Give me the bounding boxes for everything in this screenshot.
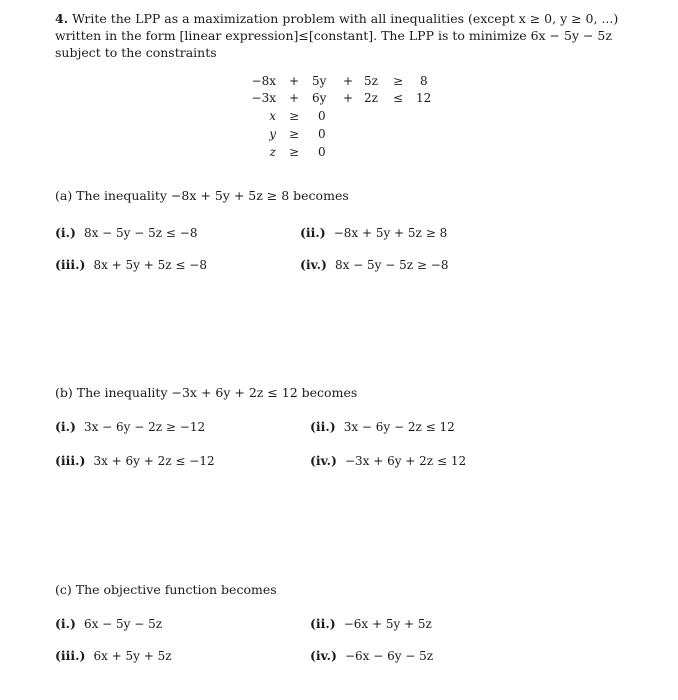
option-expression: −3x + 6y + 2z ≤ 12 [344,454,467,468]
part-b-option-iii [55,453,215,468]
constraint-relation: ≥ [289,109,300,123]
constraint-variable: x [269,109,276,123]
constraint-operator: + [343,91,354,105]
option-label: (iii.) [55,648,86,663]
option-expression: −6x − 6y − 5z [344,649,434,663]
part-c-option-iv [310,648,433,663]
constraint-rhs: 0 [318,145,326,159]
constraint-term: 6y [312,91,327,105]
part-c-question: (c) The objective function becomes [55,582,277,597]
part-c-option-ii [310,616,432,631]
constraint-row [0,144,678,160]
option-label: (i.) [55,419,76,434]
constraint-rhs: 8 [420,74,428,88]
constraint-row [0,90,678,106]
constraint-term: −3x [251,91,276,105]
problem-body: Write the LPP as a maximization problem with all inequalities (except x ≥ 0, y ≥ 0, ...) written in the form [linear expression]≤[constant]. The LPP is to minimize 6x − 5y − 5z subject to the constraints [55,11,619,60]
constraint-rhs: 0 [318,109,326,123]
problem-number: 4. [55,11,69,26]
option-expression: −6x + 5y + 5z [343,617,432,631]
option-label: (i.) [55,616,76,631]
option-label: (i.) [55,225,76,240]
constraint-term: 5z [364,74,378,88]
option-label: (iv.) [310,648,337,663]
option-expression: 6x + 5y + 5z [93,649,172,663]
constraint-operator: + [289,91,300,105]
option-label: (ii.) [310,616,336,631]
part-a-option-i [55,225,197,240]
constraint-rhs: 0 [318,127,326,141]
option-label: (iv.) [310,453,337,468]
part-c-option-i [55,616,162,631]
constraint-variable: y [269,127,276,141]
constraint-term: −8x [251,74,276,88]
option-label: (ii.) [310,419,336,434]
constraint-relation: ≥ [393,74,404,88]
option-label: (iv.) [300,257,327,272]
option-label: (iii.) [55,453,86,468]
constraint-relation: ≤ [393,91,404,105]
constraint-term: 5y [312,74,327,88]
part-b-option-iv [310,453,466,468]
option-label: (iii.) [55,257,86,272]
option-expression: 3x − 6y − 2z ≤ 12 [343,420,455,434]
option-expression: 3x + 6y + 2z ≤ −12 [93,454,215,468]
constraint-relation: ≥ [289,145,300,159]
part-a-option-iv [300,257,448,272]
option-expression: 8x − 5y − 5z ≤ −8 [83,226,198,240]
option-expression: 8x + 5y + 5z ≤ −8 [93,258,207,272]
constraint-variable: z [269,145,276,159]
option-expression: 8x − 5y − 5z ≥ −8 [334,258,449,272]
constraint-row [0,73,678,89]
problem-statement [55,10,645,61]
constraint-row [0,108,678,124]
part-a-option-iii [55,257,207,272]
option-expression: 3x − 6y − 2z ≥ −12 [83,420,206,434]
part-b-option-ii [310,419,455,434]
constraint-row [0,126,678,142]
option-label: (ii.) [300,225,326,240]
constraint-rhs: 12 [416,91,432,105]
part-c-option-iii [55,648,172,663]
constraint-relation: ≥ [289,127,300,141]
constraint-operator: + [343,74,354,88]
option-expression: −8x + 5y + 5z ≥ 8 [333,226,448,240]
constraint-operator: + [289,74,300,88]
part-b-option-i [55,419,205,434]
part-b-question: (b) The inequality −3x + 6y + 2z ≤ 12 becomes [55,385,358,400]
part-a-question: (a) The inequality −8x + 5y + 5z ≥ 8 becomes [55,188,349,203]
constraint-term: 2z [364,91,378,105]
part-a-option-ii [300,225,447,240]
option-expression: 6x − 5y − 5z [83,617,163,631]
